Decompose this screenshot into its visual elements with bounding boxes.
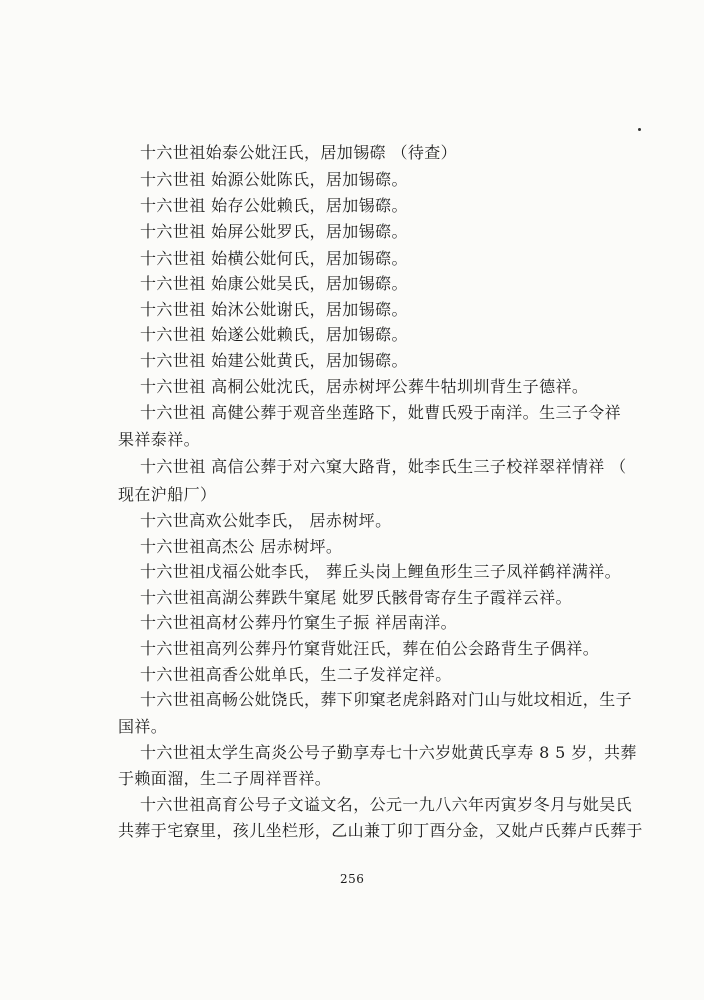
scan-speck [638, 128, 641, 131]
text-line-continuation: 于赖面溜，生二子周祥晋祥。 [118, 769, 332, 788]
text-line: 十六世祖戊福公妣李氏， 葬丘头岗上鲤鱼形生三子凤祥鹤祥满祥。 [140, 562, 622, 581]
text-line-continuation: 国祥。 [118, 717, 168, 736]
text-line: 十六世祖高材公葬丹竹窠生子振 祥居南洋。 [140, 613, 458, 632]
text-line: 十六世祖太学生高炎公号子勤享寿七十六岁妣黄氏享寿 8 5 岁，共葬 [140, 743, 637, 762]
text-line-continuation: 现在沪船厂） [118, 485, 217, 504]
text-line: 十六世祖高列公葬丹竹窠背妣汪氏，葬在伯公会路背生子偶祥。 [140, 639, 600, 658]
text-line-continuation: 共葬于宅寮里，孩儿坐栏形，乙山兼丁卯丁酉分金，又妣卢氏葬卢氏葬于 [118, 821, 643, 840]
text-line: 十六世祖 始横公妣何氏，居加锡磜。 [140, 249, 408, 268]
text-line-continuation: 果祥泰祥。 [118, 430, 201, 449]
text-line: 十六世祖 始遂公妣赖氏，居加锡磜。 [140, 325, 408, 344]
text-line: 十六世祖 始存公妣赖氏，居加锡磜。 [140, 196, 408, 215]
text-line: 十六世祖 高信公葬于对六窠大路背，妣李氏生三子校祥翠祥情祥 （ [140, 457, 627, 476]
text-line: 十六世祖高畅公妣饶氏，葬下卯窠老虎斜路对门山与妣坟相近，生子 [140, 690, 633, 709]
text-line: 十六世祖 始屏公妣罗氏，居加锡磜。 [140, 222, 408, 241]
page-number: 256 [340, 872, 365, 886]
text-line: 十六世高欢公妣李氏， 居赤树坪。 [140, 511, 392, 530]
text-line: 十六世祖高育公号子文谥文名，公元一九八六年丙寅岁冬月与妣吴氏 [140, 795, 633, 814]
text-line: 十六世祖高香公妣单氏，生二子发祥定祥。 [140, 665, 452, 684]
text-line: 十六世祖 高健公葬于观音坐莲路下，妣曹氏殁于南洋。生三子令祥 [140, 403, 622, 422]
text-line: 十六世祖始泰公妣汪氏，居加锡磜 （待查） [140, 143, 458, 162]
text-line: 十六世祖高湖公葬跌牛窠尾 妣罗氏骸骨寄存生子霞祥云祥。 [140, 588, 572, 607]
text-line: 十六世祖高杰公 居赤树坪。 [140, 537, 343, 556]
text-line: 十六世祖 始沐公妣谢氏，居加锡磜。 [140, 300, 408, 319]
text-line: 十六世祖 始建公妣黄氏，居加锡磜。 [140, 351, 408, 370]
text-line: 十六世祖 高桐公妣沈氏，居赤树坪公葬牛牯圳圳背生子德祥。 [140, 377, 589, 396]
text-line: 十六世祖 始源公妣陈氏，居加锡磜。 [140, 170, 408, 189]
text-line: 十六世祖 始康公妣吴氏，居加锡磜。 [140, 274, 408, 293]
